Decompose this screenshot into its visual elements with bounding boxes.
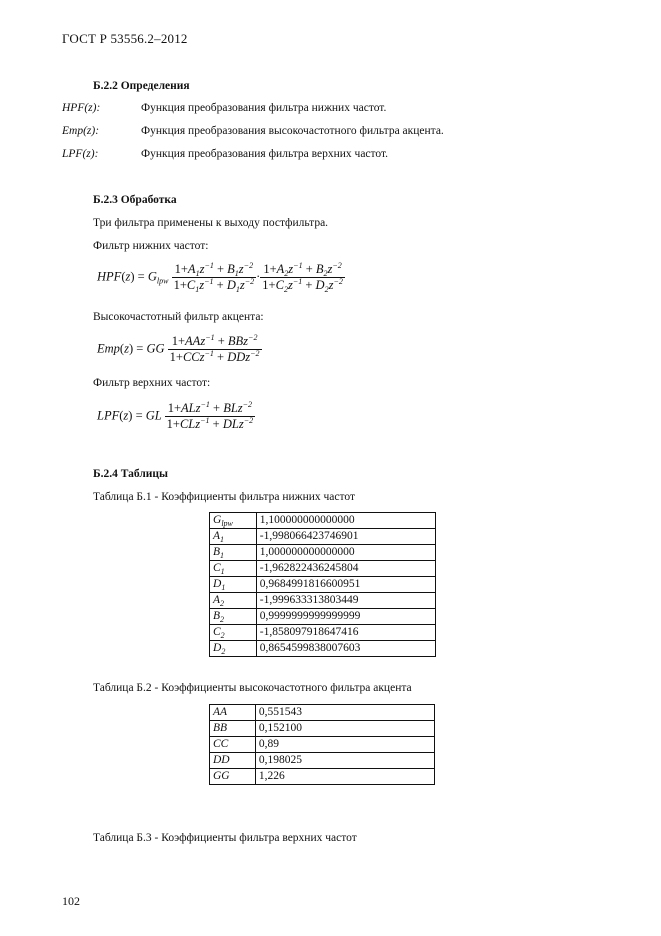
coef-name: DD (210, 753, 256, 769)
tables-heading: Б.2.4 Таблицы (93, 468, 169, 480)
processing-heading: Б.2.3 Обработка (93, 194, 177, 206)
coef-name: GG (210, 769, 256, 785)
lowpass-label: Фильтр нижних частот: (93, 240, 209, 252)
table2-caption: Таблица Б.2 - Коэффициенты высокочастотного фильтра акцента (93, 682, 412, 694)
table-row (210, 529, 436, 545)
coef-value: 1,226 (255, 769, 434, 785)
table-row (210, 641, 436, 657)
coef-name: $G_{lpw}$ (210, 513, 257, 529)
coef-value: 0,198025 (255, 753, 434, 769)
table-row (210, 577, 436, 593)
coef-name: AA (210, 705, 256, 721)
coef-value: -1,962822436245804 (256, 561, 435, 577)
coef-value: -1,998066423746901 (256, 529, 435, 545)
page-number: 102 (62, 894, 80, 908)
coef-value: 0,551543 (255, 705, 434, 721)
table-row (210, 609, 436, 625)
table-row (210, 593, 436, 609)
processing-intro: Три фильтра применены к выходу постфильтра. (93, 217, 329, 229)
coef-name: $D_1$ (210, 577, 257, 593)
table-row (210, 769, 435, 785)
definition-desc-emp: Функция преобразования высокочастотного фильтра акцента. (141, 125, 444, 137)
coef-value: 0,9684991816600951 (256, 577, 435, 593)
coef-name: $B_1$ (210, 545, 257, 561)
coef-value: 0,9999999999999999 (256, 609, 435, 625)
definition-desc-hpf: Функция преобразования фильтра нижних частот. (141, 102, 387, 114)
coef-value: 0,152100 (255, 721, 434, 737)
table-row (210, 561, 436, 577)
definition-desc-lpf: Функция преобразования фильтра верхних частот. (141, 148, 389, 160)
coef-name: $D_2$ (210, 641, 257, 657)
lowpass-coefficients-table (209, 512, 436, 657)
coef-name: $C_2$ (210, 625, 257, 641)
table-row (210, 705, 435, 721)
coef-name: $C_1$ (210, 561, 257, 577)
definition-term-hpf: HPF(z): (62, 102, 101, 114)
coef-value: 0,8654599838007603 (256, 641, 435, 657)
coef-value: 0,89 (255, 737, 434, 753)
table-row (210, 721, 435, 737)
coef-value: 1,000000000000000 (256, 545, 435, 561)
document-header: ГОСТ Р 53556.2–2012 (62, 31, 188, 46)
definitions-heading: Б.2.2 Определения (93, 80, 190, 92)
coef-value: 1,100000000000000 (256, 513, 435, 529)
coef-name: $B_2$ (210, 609, 257, 625)
coef-name: CC (210, 737, 256, 753)
table-row (210, 513, 436, 529)
definition-term-lpf: LPF(z): (62, 148, 99, 160)
coef-name: $A_2$ (210, 593, 257, 609)
hpf-formula: $HPF(z) = G_{lpw}$ $\frac{1+A_1z^{-1} + B_1z^{-2}}{1+C_1z^{-1} + D_1z^{-2}}$ · $\frac{1+A_2z^{-1} + B_2z^{-2}}{1+C_2z^{-1} + D_2z^{-2}}$ (97, 261, 343, 294)
emp-formula: Emp(z) = GG $\frac{1+AAz^{-1} + BBz^{-2}}{1+CCz^{-1} + DDz^{-2}}$ (97, 333, 260, 364)
table-row (210, 545, 436, 561)
highpass-label: Фильтр верхних частот: (93, 377, 211, 389)
coef-name: BB (210, 721, 256, 737)
table3-caption: Таблица Б.3 - Коэффициенты фильтра верхних частот (93, 832, 357, 844)
table-row (210, 737, 435, 753)
emphasis-coefficients-table (209, 704, 435, 785)
table1-caption: Таблица Б.1 - Коэффициенты фильтра нижних частот (93, 491, 356, 503)
emphasis-label: Высокочастотный фильтр акцента: (93, 311, 264, 323)
table-row (210, 753, 435, 769)
coef-value: -1,858097918647416 (256, 625, 435, 641)
definition-term-emp: Emp(z): (62, 125, 100, 137)
coef-name: $A_1$ (210, 529, 257, 545)
coef-value: -1,999633313803449 (256, 593, 435, 609)
table-row (210, 625, 436, 641)
lpf-formula: LPF(z) = GL $\frac{1+ALz^{-1} + BLz^{-2}}{1+CLz^{-1} + DLz^{-2}}$ (97, 400, 254, 431)
